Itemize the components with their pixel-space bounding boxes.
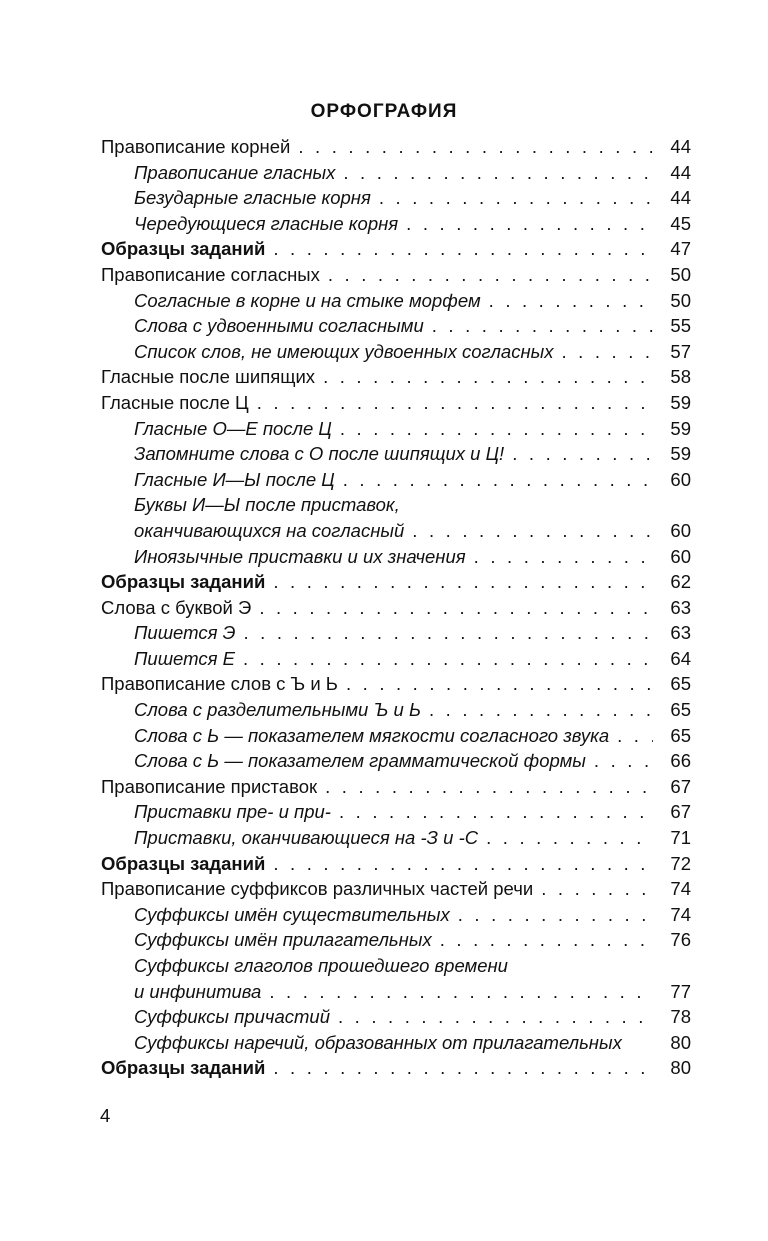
dot-leader	[328, 262, 653, 288]
dot-leader	[340, 416, 653, 442]
toc-entry-title: Правописание гласных	[134, 161, 336, 183]
toc-entry-title: оканчивающихся на согласный	[134, 519, 405, 541]
toc-entry-page: 76	[670, 929, 691, 951]
toc-entry-title: Правописание согласных	[101, 263, 320, 285]
toc-entry-page: 44	[670, 136, 691, 157]
toc-entry-title: Безударные гласные корня	[134, 187, 371, 209]
dot-leader	[269, 979, 653, 1005]
toc-entry-page: 80	[670, 1031, 691, 1053]
toc-entry-title: Суффиксы имён прилагательных	[134, 929, 432, 951]
toc-entry	[101, 799, 691, 825]
toc-entry-title: Иноязычные приставки и их значения	[134, 545, 466, 567]
toc-entry-page: 60	[670, 468, 691, 490]
toc-entry-title: Слова с удвоенными согласными	[134, 315, 424, 337]
dot-leader	[489, 288, 653, 314]
toc-entry	[101, 313, 691, 339]
toc-entry-page: 50	[670, 289, 691, 311]
toc-entry	[101, 902, 691, 928]
toc-entry-page: 60	[670, 545, 691, 567]
toc-entry-page: 74	[670, 878, 691, 900]
toc-entry	[101, 518, 691, 544]
toc-entry-title: Суффиксы имён существительных	[134, 903, 450, 925]
toc-entry	[101, 671, 691, 697]
toc-entry	[101, 544, 691, 570]
dot-leader	[429, 697, 653, 723]
dot-leader	[512, 441, 653, 467]
toc-entry-page: 63	[670, 596, 691, 618]
toc-entry	[101, 825, 691, 851]
toc-entry	[101, 211, 691, 237]
dot-leader	[379, 185, 653, 211]
toc-entry-page: 50	[670, 263, 691, 285]
dot-leader	[440, 927, 653, 953]
toc-entry	[101, 927, 691, 953]
toc-entry-title: Приставки, оканчивающиеся на -З и -С	[134, 827, 479, 849]
dot-leader	[243, 620, 653, 646]
toc-entry-page: 71	[670, 827, 691, 849]
dot-leader	[594, 748, 653, 774]
toc-entry-page: 64	[670, 647, 691, 669]
toc-entry-page: 59	[670, 443, 691, 465]
toc-entry	[101, 748, 691, 774]
toc-entry	[101, 262, 691, 288]
toc-entry	[101, 467, 691, 493]
toc-entry-title: Суффиксы наречий, образованных от прилагательных	[134, 1031, 622, 1053]
toc-entry	[101, 1004, 691, 1030]
toc-entry-title: Гласные О—Е после Ц	[134, 417, 332, 439]
dot-leader	[486, 825, 653, 851]
toc-entry-page: 44	[670, 187, 691, 209]
toc-entry-title: Правописание слов с Ъ и Ь	[101, 673, 338, 695]
toc-entry-title: Список слов, не имеющих удвоенных согласных	[134, 340, 554, 362]
toc-entry-page: 66	[670, 750, 691, 772]
toc-entry-page: 80	[670, 1057, 691, 1079]
toc-entry-title: Слова с разделительными Ъ и Ь	[134, 699, 421, 721]
toc-entry-page: 60	[670, 519, 691, 541]
dot-leader	[343, 467, 653, 493]
toc-entry-title: Слова с буквой Э	[101, 596, 252, 618]
toc-entry-title: Гласные после шипящих	[101, 366, 316, 388]
dot-leader	[458, 902, 653, 928]
toc-entry	[101, 723, 691, 749]
dot-leader	[338, 1004, 653, 1030]
dot-leader	[617, 723, 653, 749]
toc-entry-title: Гласные И—Ы после Ц	[134, 468, 335, 490]
toc-entry	[101, 979, 691, 1005]
toc-entry	[101, 134, 691, 160]
page-number: 4	[100, 1105, 111, 1126]
toc-entry-page: 77	[670, 980, 691, 1002]
toc-entry-page: 44	[670, 161, 691, 183]
toc-entry-page: 59	[670, 417, 691, 439]
toc-entry	[101, 364, 691, 390]
dot-leader	[346, 671, 653, 697]
toc-entry-page: 55	[670, 315, 691, 337]
toc-entry-title: Образцы заданий	[101, 852, 266, 874]
toc-entry-title: Образцы заданий	[101, 1057, 266, 1079]
toc-entry	[101, 236, 691, 262]
toc-entry	[101, 1055, 691, 1081]
dot-leader	[406, 211, 653, 237]
toc-entry	[101, 876, 691, 902]
toc-entry-page: 67	[670, 801, 691, 823]
dot-leader	[325, 774, 653, 800]
toc-entry-title: Запомните слова с О после шипящих и Ц!	[134, 443, 505, 465]
dot-leader	[562, 339, 654, 365]
toc-entry-title: Согласные в корне и на стыке морфем	[134, 289, 481, 311]
toc-entry	[101, 774, 691, 800]
dot-leader	[273, 1055, 653, 1081]
dot-leader	[323, 364, 653, 390]
toc-entry	[101, 390, 691, 416]
toc-entry	[101, 569, 691, 595]
toc-entry-title: Пишется Е	[134, 647, 235, 669]
toc-entry	[101, 620, 691, 646]
dot-leader	[273, 236, 653, 262]
toc-entry	[101, 339, 691, 365]
toc-entry-title: и инфинитива	[134, 980, 262, 1002]
dot-leader	[298, 134, 653, 160]
toc-entry-page: 59	[670, 391, 691, 413]
dot-leader	[243, 646, 653, 672]
toc-entry-page: 72	[670, 852, 691, 874]
toc-entry	[101, 416, 691, 442]
toc-entry-page: 58	[670, 366, 691, 388]
toc-entry-title: Слова с Ь — показателем грамматической формы	[134, 750, 586, 772]
toc-entry	[101, 697, 691, 723]
toc-entry-page: 65	[670, 673, 691, 695]
toc-entry-page: 65	[670, 699, 691, 721]
dot-leader	[541, 876, 653, 902]
toc-entry-title: Суффиксы глаголов прошедшего времени	[134, 955, 508, 976]
toc-entry	[101, 646, 691, 672]
toc-entry-page: 62	[670, 571, 691, 593]
toc-entry-page: 47	[670, 238, 691, 260]
toc-entry	[101, 185, 691, 211]
dot-leader	[273, 569, 653, 595]
toc-entry	[101, 595, 691, 621]
toc-entry-title: Слова с Ь — показателем мягкости согласного звука	[134, 724, 610, 746]
dot-leader	[432, 313, 653, 339]
table-of-contents	[101, 134, 691, 1081]
toc-entry-page: 74	[670, 903, 691, 925]
toc-entry	[101, 160, 691, 186]
toc-entry	[101, 1030, 691, 1056]
toc-entry-title: Чередующиеся гласные корня	[134, 212, 399, 234]
section-heading: ОРФОГРАФИЯ	[310, 101, 458, 122]
toc-entry-title: Гласные после Ц	[101, 391, 249, 413]
dot-leader	[339, 799, 653, 825]
toc-entry-page: 57	[670, 340, 691, 362]
toc-entry	[101, 953, 691, 979]
toc-entry-page: 63	[670, 622, 691, 644]
toc-entry-title: Образцы заданий	[101, 238, 266, 260]
toc-entry	[101, 492, 691, 518]
toc-entry	[101, 441, 691, 467]
dot-leader	[273, 851, 653, 877]
toc-entry-title: Правописание приставок	[101, 775, 318, 797]
toc-entry-title: Приставки пре- и при-	[134, 801, 331, 823]
dot-leader	[474, 544, 653, 570]
toc-entry	[101, 288, 691, 314]
dot-leader	[257, 390, 653, 416]
toc-entry-page: 78	[670, 1006, 691, 1028]
toc-entry-title: Суффиксы причастий	[134, 1006, 330, 1028]
toc-entry-title: Образцы заданий	[101, 571, 266, 593]
toc-entry	[101, 851, 691, 877]
dot-leader	[259, 595, 653, 621]
toc-entry-title: Буквы И—Ы после приставок,	[134, 494, 400, 516]
toc-entry-page: 45	[670, 212, 691, 234]
dot-leader	[343, 160, 653, 186]
toc-entry-page: 67	[670, 775, 691, 797]
toc-entry-title: Пишется Э	[134, 622, 236, 644]
toc-entry-title: Правописание корней	[101, 136, 291, 157]
toc-entry-page: 65	[670, 724, 691, 746]
dot-leader	[412, 518, 653, 544]
toc-entry-title: Правописание суффиксов различных частей речи	[101, 878, 534, 900]
